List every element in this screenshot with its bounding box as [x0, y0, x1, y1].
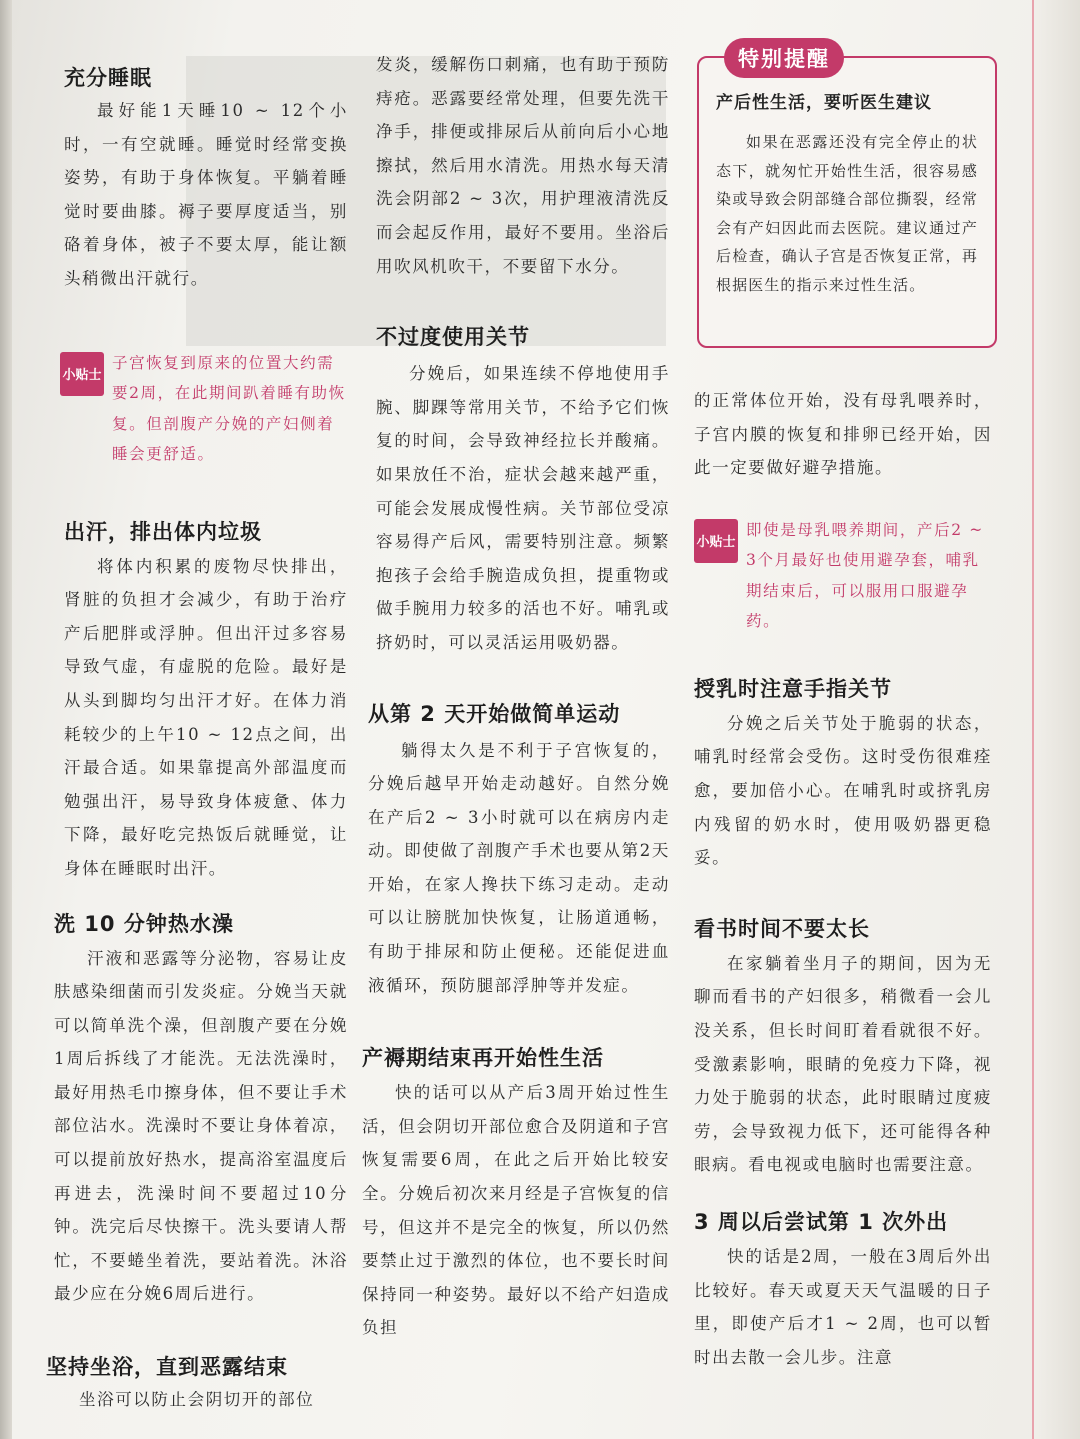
paragraph-continued: 发炎，缓解伤口刺痛，也有助于预防痔疮。恶露要经常处理，但要先洗干净手，排便或排尿后从前向后小心地擦拭，然后用水清洗。用热水每天清洗会阴部2 ~ 3次，用护理液清洗反而会起反作用，最好不要用。坐浴后用吹风机吹干，不要留下水分。: [376, 55, 670, 276]
heading-going-out: 3 周以后尝试第 1 次外出: [694, 1209, 949, 1234]
paragraph-joints: 分娩后，如果连续不停地使用手腕、脚踝等常用关节，不给予它们恢复的时间，会导致神经拉长并酸痛。如果放任不治，症状会越来越严重，可能会发展成慢性病。关节部位受凉容易得产后风，需要特别注意。频繁抱孩子会给手腕造成负担，提重物或做手腕用力较多的活也不好。哺乳或挤奶时，可以灵活运用吸奶器。: [376, 364, 670, 652]
heading-sweat: 出汗，排出体内垃圾: [64, 519, 262, 544]
tip-text: 即使是母乳喂养期间，产后2 ~ 3个月最好也使用避孕套，哺乳期结束后，可以服用口服避孕药。: [746, 520, 984, 631]
paragraph-sleep: 最好能1天睡10 ~ 12个小时，一有空就睡。睡觉时经常变换姿势，有助于身体恢复。平躺着睡觉时要曲膝。褥子要厚度适当，别硌着身体，被子不要太厚，能让额头稍微出汗就行。: [64, 101, 348, 288]
tip-box-1: [60, 348, 348, 470]
book-spine: [0, 0, 12, 1439]
tip-box-2: [694, 515, 992, 637]
paragraph-intercourse: 快的话可以从产后3周开始过性生活，但会阴切开部位愈合及阴道和子宫恢复需要6周，在此之后开始比较安全。分娩后初次来月经是子宫恢复的信号，但这并不是完全的恢复，所以仍然要禁止过于激烈的体位，也不要长时间保持同一种姿势。最好以不给产妇造成负担: [362, 1083, 670, 1338]
paragraph-exercise: 躺得太久是不利于子宫恢复的，分娩后越早开始走动越好。自然分娩在产后2 ~ 3小时就可以在病房内走动。即使做了剖腹产手术也要从第2天开始，在家人搀扶下练习走动。走动可以让膀胱加快恢复，让肠道通畅，有助于排尿和防止便秘。还能促进血液循环，预防腿部浮肿等并发症。: [368, 740, 670, 995]
paragraph-sweat: 将体内积累的废物尽快排出，肾脏的负担才会减少，有助于治疗产后肥胖或浮肿。但出汗过多容易导致气虚，有虚脱的危险。最好是从头到脚均匀出汗才好。在体力消耗较少的上午10 ~ 12点之间，出汗最合适。如果靠提高外部温度而勉强出汗，易导致身体疲惫、体力下降，最好吃完热饭后就睡觉，让身体在睡眠时出汗。: [64, 556, 348, 878]
heading-reading: 看书时间不要太长: [694, 916, 870, 941]
special-reminder-title: 产后性生活，要听医生建议: [716, 93, 932, 113]
tip-text: 子宫恢复到原来的位置大约需要2周，在此期间趴着睡有助恢复。但剖腹产分娩的产妇侧着睡会更舒适。: [112, 353, 346, 464]
heading-bath: 洗 10 分钟热水澡: [54, 911, 234, 936]
heading-joints: 不过度使用关节: [376, 325, 530, 350]
heading-intercourse: 产褥期结束再开始性生活: [362, 1046, 604, 1071]
paragraph-sitz-bath: 坐浴可以防止会阴切开的部位: [79, 1390, 315, 1410]
heading-exercise: 从第 2 天开始做简单运动: [368, 701, 621, 726]
column-1: [46, 62, 348, 1417]
paragraph-contraception: 的正常体位开始，没有母乳喂养时，子宫内膜的恢复和排卵已经开始，因此一定要做好避孕措施。: [694, 391, 992, 478]
column-2: [362, 48, 670, 1345]
column-3: [694, 384, 992, 1374]
special-reminder-body: 如果在恶露还没有完全停止的状态下，就匆忙开始性生活，很容易感染或导致会阴部缝合部位撕裂，经常会有产妇因此而去医院。建议通过产后检查，确认子宫是否恢复正常，再根据医生的指示来过性生活。: [716, 133, 978, 294]
heading-finger-joints: 授乳时注意手指关节: [694, 676, 892, 701]
paragraph-going-out: 快的话是2周，一般在3周后外出比较好。春天或夏天天气温暖的日子里，即使产后才1 ~ 2周，也可以暂时出去散一会儿步。注意: [694, 1246, 992, 1367]
tip-badge: 小贴士: [694, 519, 738, 563]
heading-sitz-bath: 坚持坐浴，直到恶露结束: [46, 1355, 288, 1380]
heading-sleep: 充分睡眠: [64, 66, 152, 90]
page-edge: [1032, 0, 1080, 1439]
paragraph-reading: 在家躺着坐月子的期间，因为无聊而看书的产妇很多，稍微看一会儿没关系，但长时间盯着看就很不好。受激素影响，眼睛的免疫力下降，视力处于脆弱的状态，此时眼睛过度疲劳，会导致视力低下，还可能得各种眼病。看电视或电脑时也需要注意。: [694, 953, 992, 1175]
paragraph-bath: 汗液和恶露等分泌物，容易让皮肤感染细菌而引发炎症。分娩当天就可以简单洗个澡，但剖腹产要在分娩1周后拆线了才能洗。无法洗澡时，最好用热毛巾擦身体，但不要让手术部位沾水。洗澡时不要让身体着凉，可以提前放好热水，提高浴室温度后再进去，洗澡时间不要超过10分钟。洗完后尽快擦干。洗头要请人帮忙，不要蜷坐着洗，要站着洗。沐浴最少应在分娩6周后进行。: [54, 948, 348, 1304]
tip-badge: 小贴士: [60, 352, 104, 396]
special-reminder-tab: 特别提醒: [724, 38, 844, 78]
paragraph-finger-joints: 分娩之后关节处于脆弱的状态，哺乳时经常会受伤。这时受伤很难痊愈，要加倍小心。在哺乳时或挤乳房内残留的奶水时，使用吸奶器更稳妥。: [694, 713, 992, 868]
